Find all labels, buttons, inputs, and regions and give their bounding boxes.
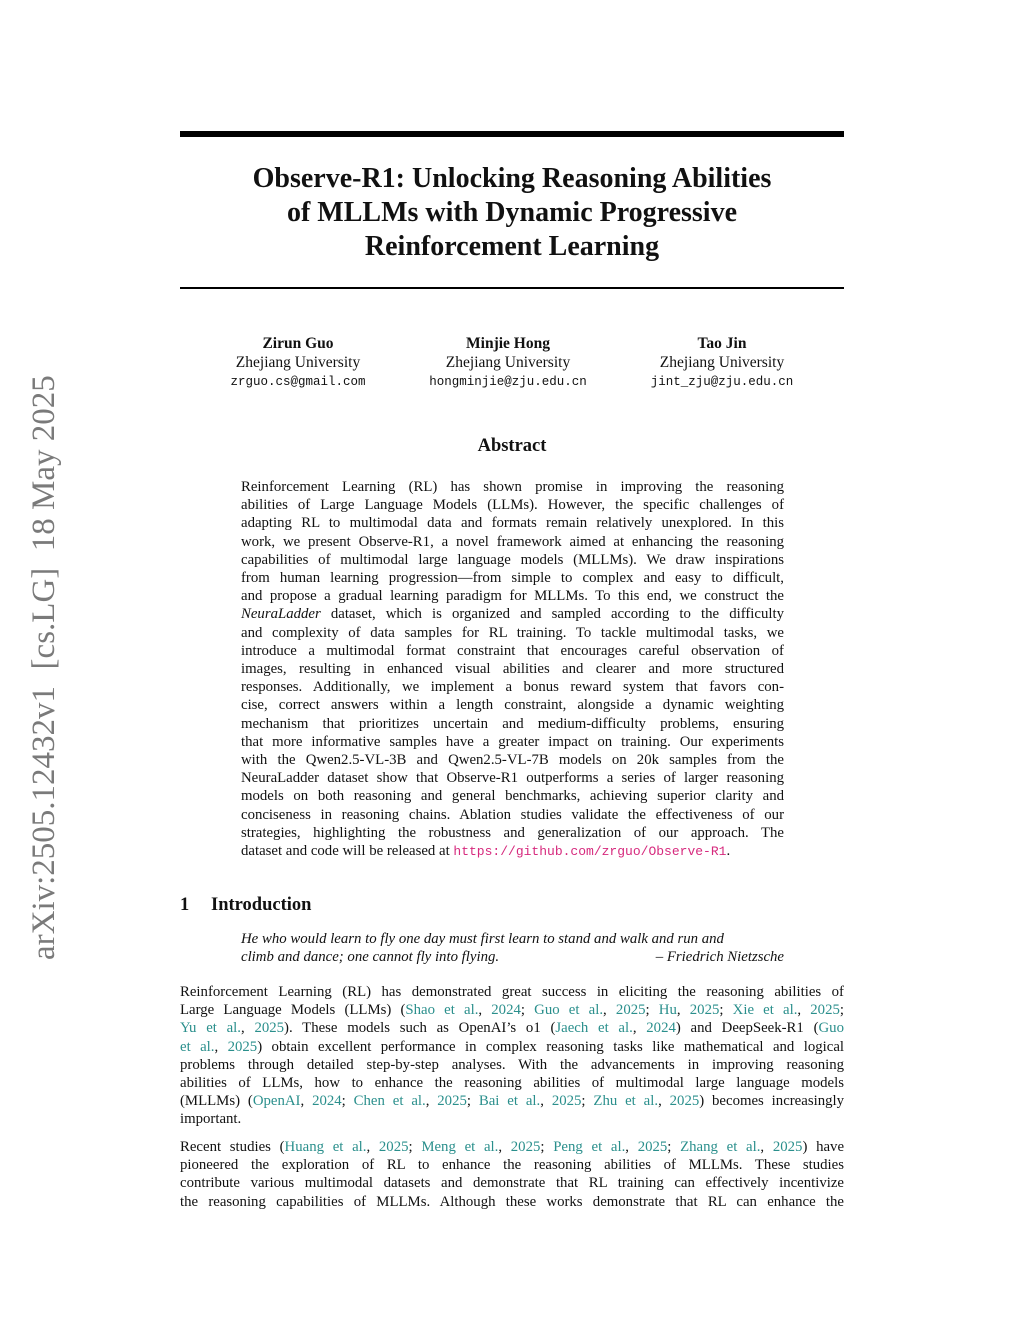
author-email: jint_zju@zju.edu.cn — [650, 375, 794, 389]
abstract-line: with the Qwen2.5-VL-3B and Qwen2.5-VL-7B models on 20k samples from the — [241, 752, 784, 769]
citation-link[interactable]: 2025 — [772, 1139, 803, 1155]
citation-link[interactable]: Huang et al. — [284, 1139, 367, 1155]
text: Recent studies ( — [180, 1139, 285, 1155]
abstract-period: . — [726, 843, 731, 860]
citation-link[interactable]: et al. — [180, 1038, 215, 1055]
paragraph-line: problems through detailed step-by-step analyses. With the advancements in improving reasoning — [180, 1056, 844, 1073]
citation-link[interactable]: 2025 — [689, 1002, 720, 1019]
citation-link[interactable]: Xie et al. — [732, 1002, 798, 1019]
citation-link[interactable]: Bai et al. — [478, 1093, 541, 1110]
citation-link[interactable]: 2025 — [637, 1139, 668, 1155]
paragraph-line: (MLLMs) (OpenAI, 2024; Chen et al., 2025; Bai et al., 2025; Zhu et al., 2025) becomes increasingly — [180, 1093, 844, 1110]
author-affiliation: Zhejiang University — [445, 354, 571, 371]
paragraph-line: Large Language Models (LLMs) (Shao et al., 2024; Guo et al., 2025; Hu, 2025; Xie et al., 2025; — [180, 1002, 844, 1019]
section-number: 1 — [180, 895, 190, 915]
author-affiliation: Zhejiang University — [659, 354, 785, 371]
author-email: zrguo.cs@gmail.com — [230, 375, 366, 389]
paragraph-line: Recent studies (Huang et al., 2025; Meng et al., 2025; Peng et al., 2025; Zhang et al., 2025) have — [180, 1139, 845, 1155]
citation-link[interactable]: Chen et al. — [353, 1093, 426, 1110]
abstract-line: Reinforcement Learning (RL) has shown promise in improving the reasoning — [241, 479, 784, 495]
abstract-line: conciseness in reasoning chains. Ablation studies validate the effectiveness of our — [241, 806, 784, 823]
title-top-rule — [180, 131, 844, 137]
citation-link[interactable]: 2025 — [437, 1093, 467, 1110]
citation-link[interactable]: Zhu et al. — [593, 1093, 659, 1110]
paragraph-line: Yu et al., 2025). These models such as OpenAI’s o1 (Jaech et al., 2024) and DeepSeek-R1 (Guo — [180, 1020, 844, 1037]
paragraph-line: pioneered the exploration of RL to enhance the reasoning abilities of MLLMs. These studies — [180, 1157, 844, 1174]
citation-link[interactable]: Jaech et al. — [555, 1020, 633, 1037]
abstract-heading: Abstract — [477, 436, 547, 456]
citation-link[interactable]: Hu — [658, 1002, 677, 1019]
text: ) obtain excellent performance in complex reasoning tasks like mathematical and logical — [257, 1038, 844, 1055]
author-block — [622, 334, 822, 392]
citation-link[interactable]: 2025 — [669, 1093, 700, 1110]
abstract-line: abilities of Large Language Models (LLMs). However, the specific challenges of — [241, 497, 784, 514]
abstract-line: responses. Additionally, we implement a bonus reward system that favors con- — [241, 679, 784, 696]
citation-link[interactable]: Guo — [818, 1020, 844, 1037]
paragraph-line: contribute various multimodal datasets and demonstrate that RL training can effectively incentivize — [180, 1175, 844, 1192]
title-line: of MLLMs with Dynamic Progressive — [286, 197, 738, 228]
title-bottom-rule — [180, 287, 844, 289]
github-link[interactable]: https://github.com/zrguo/Observe-R1 — [453, 844, 727, 860]
citation-link[interactable]: Shao et al. — [405, 1002, 479, 1019]
citation-link[interactable]: Yu et al. — [180, 1020, 241, 1037]
abstract-line: images, resulting in enhanced visual abilities and clearer and more structured — [241, 661, 784, 678]
citation-link[interactable]: Guo et al. — [534, 1002, 604, 1019]
citation-link[interactable]: OpenAI — [252, 1093, 301, 1110]
citation-link[interactable]: Zhang et al. — [680, 1139, 761, 1155]
author-name: Tao Jin — [697, 335, 747, 352]
text: Large Language Models (LLMs) ( — [180, 1002, 406, 1019]
abstract-line: capabilities of multimodal large language models (MLLMs). We draw inspirations — [241, 551, 784, 568]
epigraph — [241, 930, 784, 966]
paragraph-line: abilities of LLMs, how to enhance the reasoning abilities of multimodal large language models — [180, 1075, 844, 1092]
epigraph-text: climb and dance; one cannot fly into flying. — [241, 949, 500, 966]
abstract-line — [241, 842, 784, 861]
abstract-line: models on both reasoning and general benchmarks, achieving superior clarity and — [241, 788, 784, 805]
abstract-line-text: dataset and code will be released at — [241, 843, 450, 860]
abstract-line-text: dataset, which is organized and sampled according to the difficulty — [330, 606, 784, 623]
citation-link[interactable]: 2025 — [378, 1139, 409, 1155]
intro-paragraph-1 — [180, 983, 844, 1129]
text: ) have — [802, 1139, 845, 1155]
title-line: Reinforcement Learning — [364, 231, 660, 262]
citation-link[interactable]: Meng et al. — [421, 1139, 499, 1155]
text: ) becomes increasingly — [699, 1093, 844, 1110]
abstract-line: introduce a multimodal format constraint that encourages careful observation of — [241, 642, 784, 659]
abstract-line: work, we present Observe-R1, a novel framework aimed at enhancing the reasoning — [241, 533, 784, 550]
abstract-line: NeuraLadder dataset show that Observe-R1 outperforms a series of larger reasoning — [241, 770, 784, 787]
citation-link[interactable]: 2025 — [810, 1002, 840, 1019]
abstract-line: that more informative samples have a greater impact on training. Our experiments — [241, 733, 784, 750]
paragraph-line: Reinforcement Learning (RL) has demonstrated great success in eliciting the reasoning abilities of — [180, 984, 844, 1000]
paragraph-line: the reasoning capabilities of MLLMs. Although these works demonstrate that RL can enhance the — [180, 1193, 844, 1210]
abstract-line — [241, 605, 784, 623]
abstract-line: from human learning progression—from simple to complex and easy to difficult, — [241, 570, 784, 587]
intro-paragraph-2 — [180, 1138, 844, 1211]
citation-link[interactable]: 2025 — [227, 1038, 258, 1055]
author-block — [408, 334, 608, 392]
author-affiliation: Zhejiang University — [235, 354, 361, 371]
epigraph-line: He who would learn to fly one day must first learn to stand and walk and run and — [241, 931, 724, 947]
citation-link[interactable]: Peng et al. — [553, 1139, 626, 1155]
text: ). These models such as OpenAI’s o1 ( — [284, 1020, 556, 1037]
citation-link[interactable]: 2025 — [551, 1093, 582, 1110]
text: (MLLMs) ( — [180, 1093, 253, 1110]
epigraph-attribution: – Friedrich Nietzsche — [655, 949, 784, 966]
author-name: Minjie Hong — [466, 335, 550, 352]
abstract-line: cise, correct answers within a length constraint, alongside a dynamic weighting — [241, 697, 784, 714]
author-name: Zirun Guo — [262, 335, 334, 352]
abstract-line: and complexity of data samples for RL training. To tackle multimodal tasks, we — [241, 624, 784, 641]
citation-link[interactable]: 2025 — [615, 1002, 646, 1019]
section-title: Introduction — [211, 895, 312, 915]
title-line: Observe-R1: Unlocking Reasoning Abilities — [252, 163, 772, 194]
epigraph-line-2 — [241, 948, 784, 966]
paper-title — [180, 162, 844, 264]
section-heading — [180, 895, 311, 916]
dataset-name: NeuraLadder — [241, 606, 321, 623]
arxiv-side-stamp: arXiv:2505.12432v1 [cs.LG] 18 May 2025 — [26, 375, 62, 960]
abstract-body — [241, 478, 784, 861]
author-block — [198, 334, 398, 392]
citation-link[interactable]: 2024 — [491, 1002, 521, 1019]
abstract-line: mechanism that prioritizes uncertain and medium-difficulty problems, ensuring — [241, 715, 784, 732]
citation-link[interactable]: 2024 — [312, 1093, 342, 1110]
author-email: hongminjie@zju.edu.cn — [429, 375, 587, 389]
citation-link[interactable]: 2025 — [510, 1139, 541, 1155]
paragraph-line: et al., 2025) obtain excellent performance in complex reasoning tasks like mathematical and logical — [180, 1038, 844, 1055]
citation-link[interactable]: 2025 — [254, 1020, 285, 1037]
abstract-line: adapting RL to multimodal data and formats remain relatively unexplored. In this — [241, 515, 784, 532]
paragraph-line: important. — [180, 1111, 242, 1128]
text: ) and DeepSeek-R1 ( — [675, 1020, 819, 1037]
abstract-line: and propose a gradual learning paradigm for MLLMs. To this end, we construct the — [241, 588, 784, 605]
abstract-line: strategies, highlighting the robustness and generalization of our approach. The — [241, 824, 784, 841]
citation-link[interactable]: 2024 — [646, 1020, 676, 1037]
